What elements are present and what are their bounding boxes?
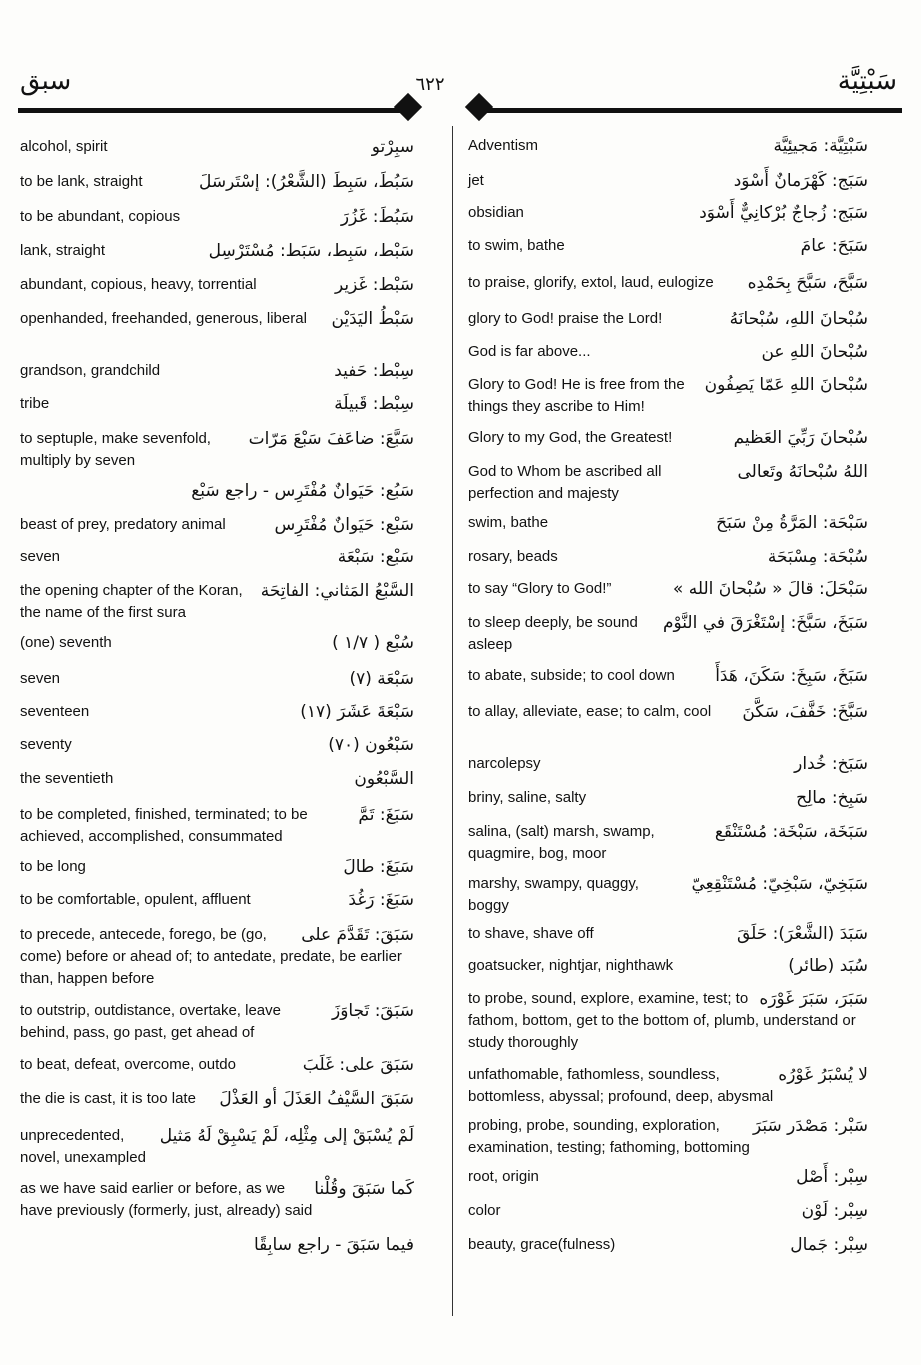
arabic-headword: سِبْط: قَبيلَة [334,394,414,414]
dictionary-entry [468,1115,868,1159]
header-rule-right [482,108,902,113]
arabic-headword: السَّبْعُون [354,769,414,789]
english-definition: to beat, defeat, overcome, outdo [20,1056,236,1073]
dictionary-entry [20,734,414,756]
english-definition: to shave, shave off [468,925,594,942]
dictionary-entry [468,1166,868,1188]
dictionary-entry [468,1064,868,1108]
arabic-headword: سُبْحانَ اللهِ عَمّا يَصِفُون [704,375,868,395]
arabic-headword: سَبُع: حَيَوانٌ مُفْتَرِس - راجع سَبْع [191,481,414,501]
english-definition: swim, bathe [468,514,549,531]
english-definition: seven [20,670,61,687]
english-definition: to say “Glory to God!” [468,580,612,597]
arabic-headword: سَبُطَ، سَبِطَ (الشَّعْرُ): إسْتَرسَلَ [199,172,414,192]
arabic-headword: سَبُطَ: غَزُرَ [340,207,414,227]
arabic-headword: سَبَخَة، سَبْخَة: مُسْتَنْقَع [714,822,868,842]
dictionary-entry [20,360,414,382]
english-definition: the opening chapter of the Koran, the name of the first sura [20,582,243,621]
arabic-headword: سَبَج: زُجاجٌ بُرْكانِيٌّ أَسْوَد [699,203,868,223]
english-definition: narcolepsy [468,755,541,772]
arabic-headword: سَبْط: غَزير [334,275,414,295]
arabic-headword: سِبْر: جَمال [790,1235,868,1255]
dictionary-entry [20,274,414,296]
dictionary-entry [20,768,414,790]
english-definition: unprecedented, novel, unexampled [20,1127,146,1166]
dictionary-entry [468,341,868,363]
dictionary-entry [20,171,414,193]
english-definition: salina, (salt) marsh, swamp, quagmire, bog, moor [468,823,655,862]
english-definition: seven [20,548,61,565]
english-definition: rosary, beads [468,548,558,565]
english-definition: Glory to my God, the Greatest! [468,429,673,446]
arabic-headword: سُبْحَة: مِسْبَحَة [767,547,868,567]
arabic-headword: سَبَخَ، سَبَّخَ: إسْتَغْرَقَ في النَّوْم [662,613,868,633]
english-definition: seventy [20,736,72,753]
arabic-headword: سُبْع ( ١/٧ ) [332,633,414,653]
arabic-headword: كَما سَبَقَ وقُلْنا [314,1179,414,1199]
english-definition: beast of prey, predatory animal [20,516,226,533]
english-definition: unfathomable, fathomless, soundless, bottomless, abyssal; profound, deep, abysmal [468,1066,774,1105]
arabic-headword: لَمْ يُسْبَقْ إلى مِثْلِه، لَمْ يَسْبِقْ لَهُ مَثيل [159,1126,414,1146]
rule-ornament-left [394,93,422,121]
dictionary-entry [20,924,414,990]
english-definition: to be abundant, copious [20,208,181,225]
arabic-headword: سَبَخَ، سَبِخَ: سَكَنَ، هَدَأَ [715,666,868,686]
arabic-headword: سُبْحانَ اللهِ، سُبْحانَهُ [729,309,868,329]
dictionary-entry [20,668,414,690]
english-definition: openhanded, freehanded, generous, liberal [20,310,307,327]
english-definition: marshy, swampy, quaggy, boggy [468,875,639,914]
arabic-headword: سَبَقَ: تَجاوَزَ [332,1001,414,1021]
arabic-headword: اللهُ سُبْحانَهُ وتَعالى [737,462,868,482]
arabic-headword: فيما سَبَقَ - راجع سابِقًا [254,1235,414,1255]
dictionary-entry [20,804,414,848]
english-definition: glory to God! praise the Lord! [468,310,663,327]
dictionary-entry [468,1200,868,1222]
arabic-headword: سَبْحَلَ: قالَ « سُبْحانَ الله » [672,579,868,599]
dictionary-entry [468,1234,868,1256]
dictionary-entry [468,374,868,418]
english-definition: the seventieth [20,770,114,787]
dictionary-entry [468,235,868,257]
english-definition: color [468,1202,501,1219]
arabic-headword: سَبْطُ اليَدَيْن [331,309,414,329]
english-definition: to sleep deeply, be sound asleep [468,614,638,653]
arabic-headword: سَبَحَ: عامَ [800,236,868,256]
english-definition: to abate, subside; to cool down [468,667,675,684]
english-definition: goatsucker, nightjar, nighthawk [468,957,674,974]
arabic-headword: سَبْر: مَصْدَر سَبَرَ [752,1116,868,1136]
english-definition: to septuple, make sevenfold, multiply by seven [20,430,211,469]
english-definition: abundant, copious, heavy, torrential [20,276,257,293]
arabic-headword: سَبَقَ السَّيْفُ العَذَلَ أو العَذْلَ [219,1089,414,1109]
dictionary-entry [468,665,868,687]
english-definition: to allay, alleviate, ease; to calm, cool [468,703,712,720]
english-definition: Glory to God! He is free from the things they ascribe to Him! [468,376,685,415]
dictionary-entry [20,632,414,654]
arabic-headword: سُبْحانَ اللهِ عن [761,342,868,362]
english-definition: seventeen [20,703,90,720]
dictionary-entry [20,428,414,472]
english-definition: jet [468,172,484,189]
arabic-headword: سَبَغَ: رَغُدَ [348,890,414,910]
arabic-headword: سَبَدَ (الشَّعْرَ): حَلَقَ [736,924,868,944]
english-definition: to be completed, finished, terminated; to be achieved, accomplished, consummated [20,806,308,845]
page-number: ٦٢٢ [415,74,445,95]
arabic-headword: سَبْتِيَّة: مَجيئِيَّة [773,136,868,156]
dictionary-entry [468,546,868,568]
english-definition: to be lank, straight [20,173,143,190]
english-definition: to be comfortable, opulent, affluent [20,891,251,908]
dictionary-entry [468,787,868,809]
english-definition: beauty, grace(fulness) [468,1236,616,1253]
arabic-headword: سَبَقَ: تَقَدَّمَ على [301,925,414,945]
rule-ornament-right [465,93,493,121]
arabic-headword: سِبْر: أَصْل [796,1167,868,1187]
dictionary-entry [468,612,868,656]
dictionary-entry [468,578,868,600]
dictionary-entry [20,136,414,158]
arabic-headword: سُبَد (طائر) [788,956,868,976]
arabic-headword: سَبَغَ: طالَ [343,857,414,877]
dictionary-entry [20,393,414,415]
dictionary-entry [20,1088,414,1110]
english-definition: to precede, antecede, forego, be (go, come) before or ahead of; to antedate, predate, be earlier than, happen before [20,926,402,987]
dictionary-entry [20,1054,414,1076]
arabic-headword: لا يُسْبَرُ غَوْرُه [778,1065,868,1085]
dictionary-entry [20,514,414,536]
dictionary-entry [20,701,414,723]
dictionary-entry [20,308,414,330]
english-definition: grandson, grandchild [20,362,161,379]
arabic-headword: سَبْعُون (٧٠) [328,735,414,755]
left-running-headword: سبق [20,66,72,96]
arabic-headword: سَبَخ: خُدار [794,754,868,774]
english-definition: briny, saline, salty [468,789,587,806]
dictionary-entry [20,1178,414,1222]
arabic-headword: سَبَخِيّ، سَبْخِيّ: مُسْتَنْقِعِيّ [691,874,868,894]
dictionary-entry [468,821,868,865]
english-definition: the die is cast, it is too late [20,1090,196,1107]
arabic-headword: سَبَّعَ: ضاعَفَ سَبْعَ مَرّات [248,429,414,449]
column-divider [452,126,453,1316]
english-definition: as we have said earlier or before, as we have previously (formerly, just, already) said [20,1180,313,1219]
header-rule-left [18,108,410,113]
arabic-headword: سِبْط: حَفيد [334,361,414,381]
arabic-headword: سَبَج: كَهْرَمانٌ أَسْوَد [733,171,868,191]
arabic-headword: سَبْحَة: المَرَّةُ مِنْ سَبَحَ [716,513,868,533]
english-definition: to probe, sound, explore, examine, test; to fathom, bottom, get to the bottom of, plumb, understand or study thoroughly [468,990,856,1051]
dictionary-entry [20,580,414,624]
dictionary-entry [20,240,414,262]
arabic-headword: سَبْط، سَبِط، سَبَط: مُسْتَرْسِل [208,241,414,261]
english-definition: (one) seventh [20,634,112,651]
dictionary-entry [468,427,868,449]
english-definition: obsidian [468,204,524,221]
english-definition: alcohol, spirit [20,138,108,155]
dictionary-entry [468,461,868,505]
arabic-headword: سَبَّخَ: خَفَّفَ، سَكَّنَ [742,702,868,722]
dictionary-entry [468,873,868,917]
dictionary-entry [468,988,868,1054]
arabic-headword: سَبَّحَ، سَبَّحَ بِحَمْدِه [747,273,868,293]
arabic-headword: السَّبْعُ المَثاني: الفاتِحَة [260,581,414,601]
english-definition: to praise, glorify, extol, laud, eulogize [468,274,714,291]
dictionary-entry [468,272,868,294]
arabic-headword: سَبْعَة (٧) [349,669,414,689]
dictionary-entry [468,170,868,192]
dictionary-entry [20,546,414,568]
arabic-headword: سبِرْتو [371,137,414,157]
arabic-headword: سَبَقَ على: غَلَبَ [302,1055,414,1075]
english-definition: Adventism [468,137,539,154]
dictionary-entry [468,308,868,330]
english-definition: God to Whom be ascribed all perfection and majesty [468,463,662,502]
right-running-headword: سَبْتِيَّة [837,66,897,96]
arabic-headword: سَبْعَةَ عَشَرَ (١٧) [300,702,414,722]
dictionary-entry [468,135,868,157]
dictionary-entry [468,753,868,775]
arabic-headword: سَبِخ: مالِح [796,788,868,808]
english-definition: probing, probe, sounding, exploration, examination, testing; fathoming, bottoming [468,1117,750,1156]
english-definition: to swim, bathe [468,237,565,254]
english-definition: tribe [20,395,50,412]
arabic-headword: سُبْحانَ رَبِّيَ العَظيم [733,428,868,448]
dictionary-entry [468,202,868,224]
english-definition: God is far above... [468,343,591,360]
english-definition: to outstrip, outdistance, overtake, leave behind, pass, go past, get ahead of [20,1002,281,1041]
arabic-headword: سَبَرَ، سَبَرَ غَوْرَه [759,989,868,1009]
arabic-headword: سَبَغَ: تَمَّ [358,805,414,825]
dictionary-entry [468,923,868,945]
english-definition: root, origin [468,1168,539,1185]
dictionary-entry [20,889,414,911]
dictionary-entry [20,1125,414,1169]
arabic-headword: سِبْر: لَوْن [801,1201,868,1221]
dictionary-entry [468,512,868,534]
dictionary-entry [20,856,414,878]
arabic-headword: سَبْع: حَيَوانٌ مُفْتَرِس [274,515,414,535]
dictionary-entry [468,701,868,723]
dictionary-entry [20,206,414,228]
english-definition: lank, straight [20,242,106,259]
dictionary-entry [468,955,868,977]
english-definition: to be long [20,858,86,875]
dictionary-entry [20,1000,414,1044]
arabic-headword: سَبْع: سَبْعَة [337,547,414,567]
